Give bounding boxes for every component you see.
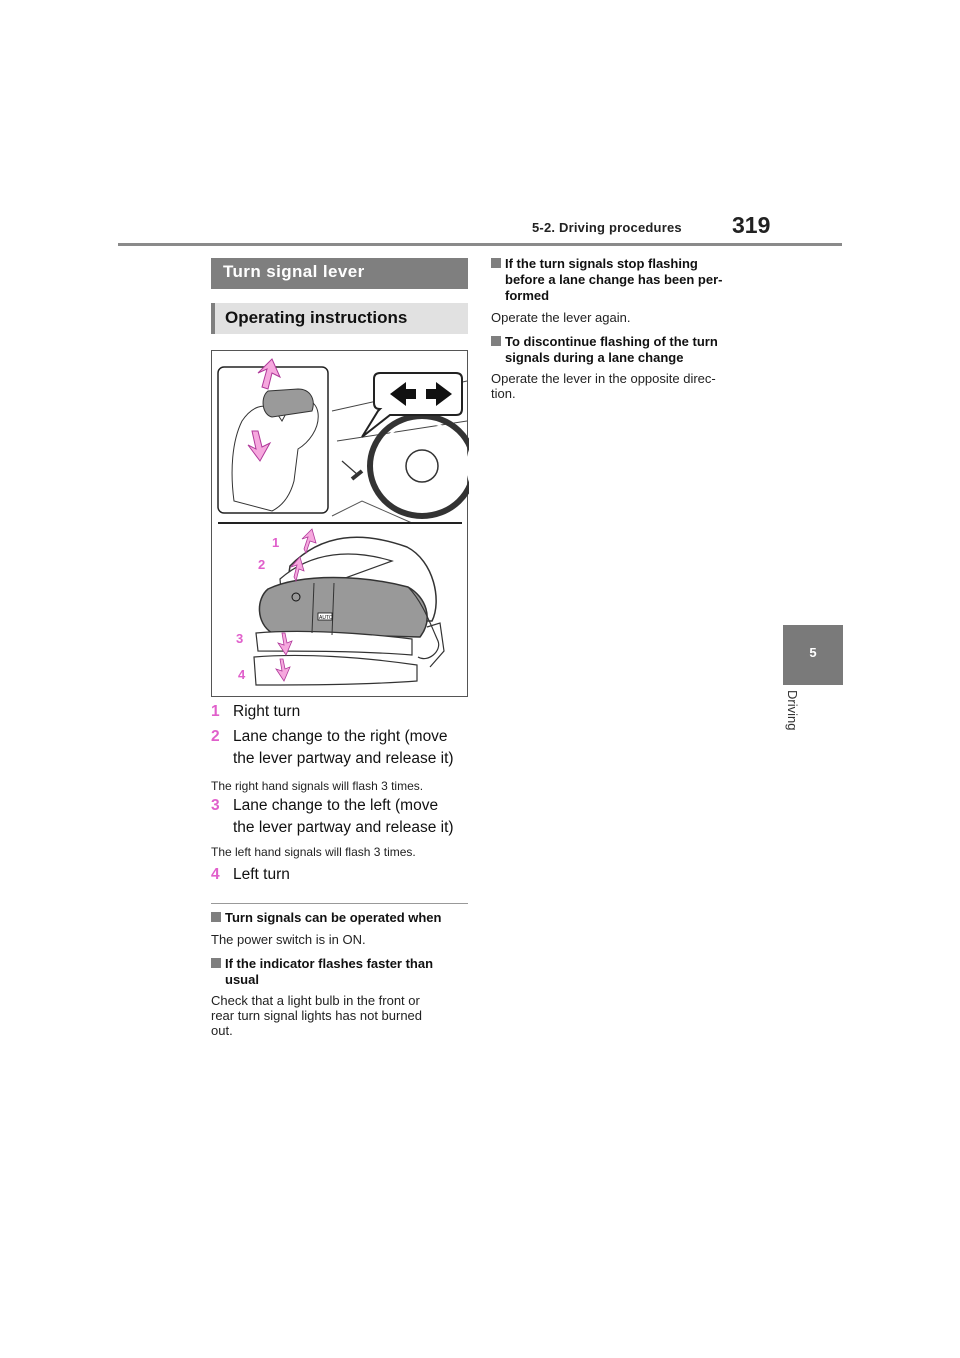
- step-3-text-line1: Lane change to the left (move: [233, 797, 439, 814]
- step-2-text-line2: the lever partway and release it): [233, 750, 454, 767]
- note-flashes-faster-heading-line2: usual: [225, 972, 259, 987]
- header-rule: [118, 243, 842, 246]
- note-discontinue-body-line2: tion.: [491, 386, 516, 401]
- page-number: 319: [732, 212, 771, 238]
- step-2: [211, 726, 471, 770]
- note-flashes-faster-body-line2: rear turn signal lights has not burned: [211, 1008, 423, 1023]
- step-1-number: 1: [211, 703, 220, 720]
- note-flashes-faster-body-line3: out.: [211, 1023, 233, 1038]
- step-2-text-line1: Lane change to the right (move: [233, 728, 448, 745]
- section-title: Turn signal lever: [223, 262, 365, 281]
- note-discontinue-body: [491, 371, 761, 401]
- note-stop-flashing-heading-line3: formed: [505, 288, 550, 303]
- note-discontinue-heading-line2: signals during a lane change: [505, 350, 684, 365]
- callout-3: 3: [236, 631, 244, 646]
- note-operated-when-heading: [211, 910, 471, 926]
- turn-signal-illustration: [211, 350, 468, 697]
- auto-label: AUTO: [319, 615, 333, 621]
- illustration-svg: [212, 351, 469, 698]
- lever-small: [352, 471, 362, 479]
- note-operated-when-body: The power switch is in ON.: [211, 932, 366, 947]
- note-flashes-faster-body-line1: Check that a light bulb in the front or: [211, 993, 420, 1008]
- chapter-label-text: Driving: [785, 690, 800, 731]
- callout-2: 2: [258, 557, 266, 572]
- step-2-note: The right hand signals will flash 3 times.: [211, 779, 424, 793]
- note-stop-flashing-heading-line1: If the turn signals stop flashing: [505, 256, 698, 271]
- note-stop-flashing-body: Operate the lever again.: [491, 310, 631, 325]
- note-operated-when-heading-text: Turn signals can be operated when: [225, 910, 442, 925]
- steering-hub: [406, 450, 438, 482]
- note-bullet-square: [491, 258, 501, 268]
- step-4: [211, 864, 471, 886]
- step-4-number: 4: [211, 866, 220, 883]
- callout-bubble: [362, 373, 462, 437]
- notes-divider: [211, 903, 468, 904]
- note-flashes-faster-heading: [211, 956, 471, 988]
- note-bullet-square: [211, 958, 221, 968]
- step-1: [211, 701, 471, 723]
- header-section-title: 5-2. Driving procedures: [532, 220, 682, 235]
- step-3: [211, 795, 471, 839]
- subsection-title-bar: [211, 303, 468, 334]
- note-discontinue-heading-line1: To discontinue flashing of the turn: [505, 334, 718, 349]
- note-discontinue-body-line1: Operate the lever in the opposite direc-: [491, 371, 716, 386]
- note-flashes-faster-body: [211, 993, 471, 1038]
- callout-1: 1: [272, 535, 280, 550]
- step-3-number: 3: [211, 797, 220, 814]
- step-1-text: Right turn: [233, 703, 301, 720]
- note-stop-flashing-heading: [491, 256, 761, 304]
- lever-center: [259, 578, 427, 638]
- note-discontinue-heading: [491, 334, 761, 366]
- section-title-bar: [211, 258, 468, 289]
- chapter-label: [780, 690, 800, 750]
- callout-4: 4: [238, 667, 246, 682]
- note-flashes-faster-heading-line1: If the indicator flashes faster than: [225, 956, 434, 971]
- note-bullet-square: [491, 336, 501, 346]
- chapter-tab: [783, 625, 843, 685]
- chapter-tab-number: 5: [809, 645, 817, 660]
- note-stop-flashing-heading-line2: before a lane change has been per-: [505, 272, 723, 287]
- note-bullet-square: [211, 912, 221, 922]
- step-4-text: Left turn: [233, 866, 290, 883]
- step-2-number: 2: [211, 728, 220, 745]
- subsection-title: Operating instructions: [225, 308, 408, 327]
- step-3-text-line2: the lever partway and release it): [233, 819, 454, 836]
- step-3-note: The left hand signals will flash 3 times.: [211, 845, 416, 859]
